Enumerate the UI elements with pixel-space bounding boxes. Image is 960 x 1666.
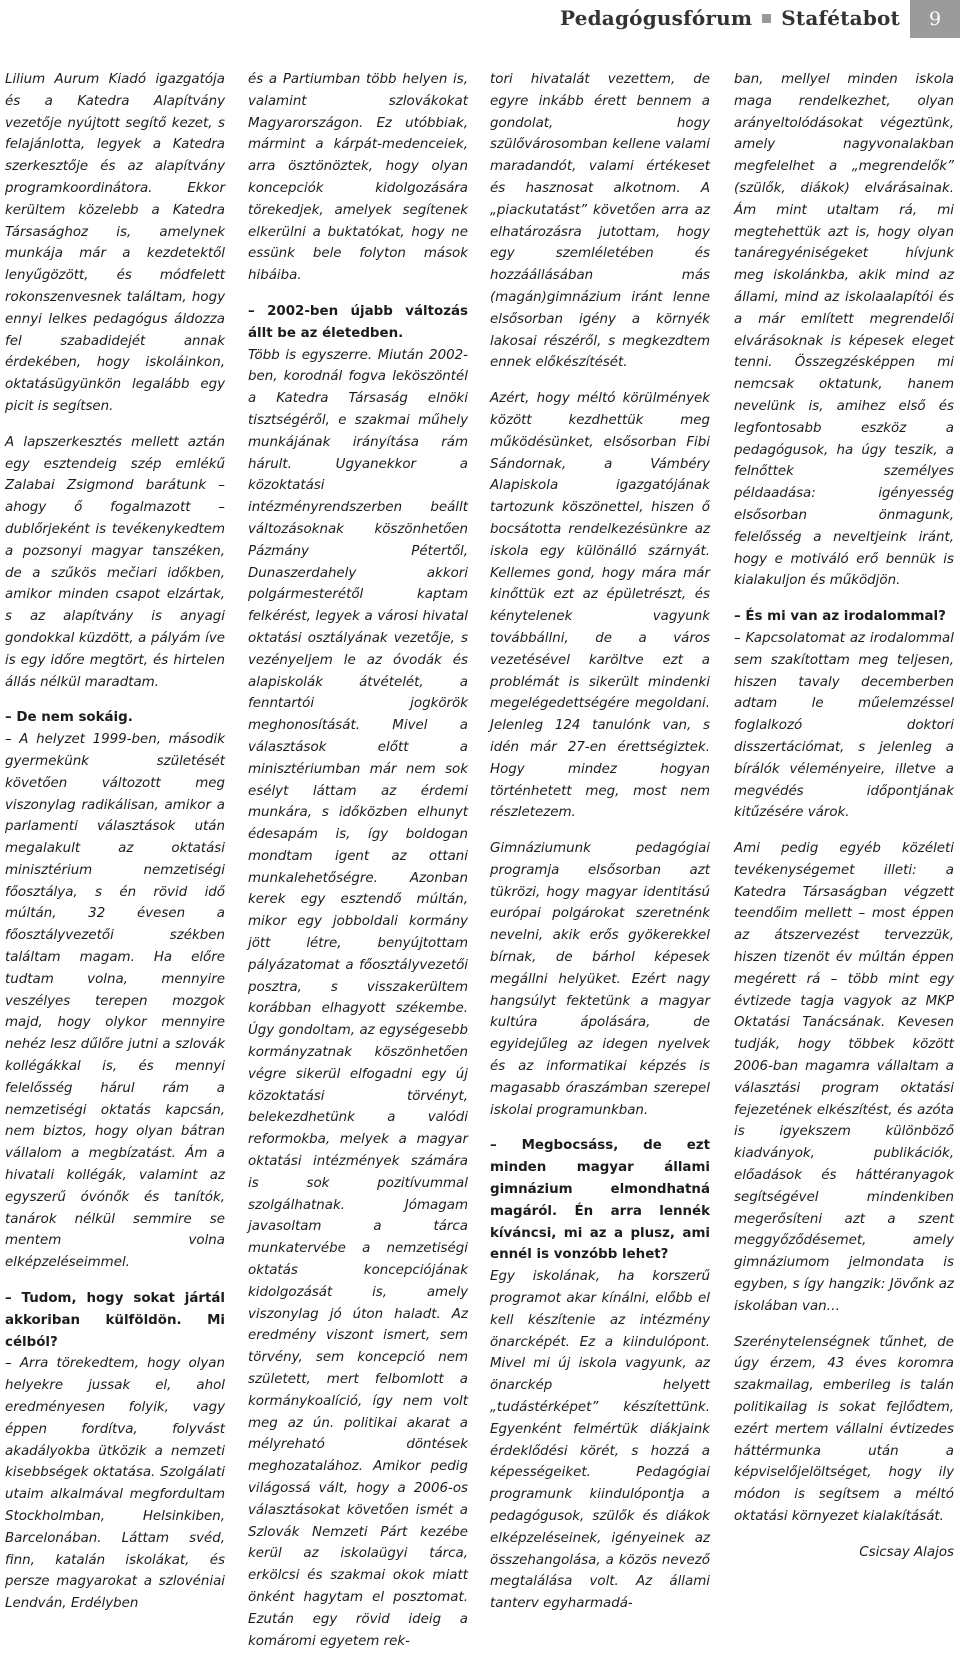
interview-question: – De nem sokáig. bbox=[5, 710, 133, 726]
text-column-2 bbox=[248, 69, 468, 1666]
section-title: Pedagógusfórum bbox=[560, 6, 753, 30]
page-number: 9 bbox=[910, 0, 960, 38]
body-paragraph: Több is egyszerre. Miután 2002-ben, korodnál fogva leköszöntél a Katedra Társaság elnöki tisztségéről, e szakmai műhely munkájának irányítása rám hárult. Ugyanekkor a közoktatási intézményrendszerben beállt változásoknak köszönhetően Pázmány Pétertől, Dunaszerdahely akkori polgármesterétől kaptam felkérést, legyek a városi hivatal oktatási osztályának vezetője, s vezényeljem le az óvodák és alapiskolák átvételét, a fenntartói jogkörök meghonosítását. Mivel a választások előtt a minisztériumban már nem sok esélyt láttam az érdemi munkára, s időközben elhunyt édesapám is, így boldogan mondtam igent az ottani munkalehetőségre. Azonban kerek egy esztendő múltán, mikor egy jobboldali kormány jött létre, benyújtottam pályázatomat a főosztályvezetői posztra, s visszakerültem korábban elhagyott székembe. Úgy gondoltam, az egységesebb kormányzatnak köszönhetően végre sikerül elfogadni egy új közoktatási törvényt, belekezdhetünk a valódi reformokba, melyek a magyar oktatási intézmények számára is sok pozitívummal szolgálhatnak. Jómagam javasoltam a tárca munkatervébe a nemzetiségi oktatás koncepciójának kidolgozását is, amely viszonylag jó úton haladt. Az eredmény viszont ismert, sem törvény, sem koncepció nem született, mert felbomlott a kormánykoalíció, így nem volt meg az ún. politikai akarat a mélyreható döntések meghozatalához. Amikor pedig világossá vált, hogy a 2006-os választásokat követően ismét a Szlovák Nemzeti Párt kezébe kerül az iskolaügyi tárca, erkölcsi és szakmai okok miatt önként hagytam el posztomat. Ezután egy rövid ideig a komáromi egyetem rek- bbox=[248, 347, 468, 1649]
interview-question: – És mi van az irodalommal? bbox=[734, 609, 946, 625]
running-head bbox=[560, 6, 900, 30]
interview-question: – 2002-ben újabb változás állt be az életedben. bbox=[248, 303, 468, 341]
body-paragraph: – Arra törekedtem, hogy olyan helyekre jussak el, ahol eredményesen folyik, vagy éppen fordítva, folyvást akadályokba ütközik a nemzeti kisebbségek oktatása. Szolgálati utaim alkalmával megfordultam Stockholmban, Helsinkiben, Barcelonában. Láttam svéd, finn, katalán iskolákat, és persze magyarokat a szlovéniai Lendván, Erdélyben bbox=[5, 1356, 225, 1612]
body-paragraph: Lilium Aurum Kiadó igazgatója és a Katedra Alapítvány vezetője nyújtott segítő kezet, s felajánlotta, legyek a Katedra szerkesztője és az alapítvány programkoordinátora. Ekkor kerültem közelebb a Katedra Társasághoz is, amelynek munkája már a kezdetektől lenyűgözött, és módfelett rokonszenvesnek találtam, hogy ennyi lelkes pedagógus áldozza fel szabadidejét annak érdekében, hogy iskoláinkon, oktatásügyünkön legalább egy picit is segítsen. bbox=[5, 72, 225, 414]
square-bullet-icon bbox=[762, 14, 771, 23]
body-paragraph: A lapszerkesztés mellett aztán egy esztendeig szép emlékű Zalabai Zsigmond barátunk – ahogy ő fogalmazott – dublőrjeként is tevékenykedtem a pozsonyi magyar tanszéken, de a szűkös mečiari időkben, amikor minden csapot elzártak, s az alapítvány is anyagi gondokkal küzdött, a pályám íve is egy időre megtört, és hirtelen állás nélkül maradtam. bbox=[5, 434, 225, 690]
body-paragraph: Ami pedig egyéb közéleti tevékenységemet illeti: a Katedra Társaságban végzett teendőim mellett – most éppen az átszervezést tervezzük, hiszen tizenöt év múltán éppen megérett rá – több mint egy évtizede tagja vagyok az MKP Oktatási Tanácsának. Kevesen tudják, hogy többek között 2006-ban magamra vállaltam a választási program oktatási fejezetének elkészítést, és azóta is igyekszem különböző kiadványok, publikációk, előadások és háttéranyagok segítségével mindenkiben megerősíteni azt a szent meggyőződésemet, amely gimnáziumom jelmondata is egyben, s így hangzik: Jövőnk az iskolában van… bbox=[734, 841, 954, 1314]
interview-question: – Megbocsáss, de ezt minden magyar állami gimnázium elmondhatná magáról. Én arra lennék kíváncsi, mi az a plusz, ami ennél is vonzóbb lehet? bbox=[490, 1138, 710, 1263]
text-column-4 bbox=[734, 69, 954, 1578]
subsection-title: Stafétabot bbox=[781, 6, 900, 30]
body-paragraph: Szerénytelenségnek tűnhet, de úgy érzem, 43 éves koromra szakmailag, emberileg is talán politikailag is sokat fejlődtem, ezért mertem vállalni évtizedes háttérmunka után a képviselőjelöltséget, hogy ily módon is segítsem a méltó oktatási környezet kialakítását. bbox=[734, 1334, 954, 1524]
body-paragraph: Gimnáziumunk pedagógiai programja elsősorban azt tükrözi, hogy magyar identitású európai polgárokat szeretnénk nevelni, akik erős gyökerekkel bírnak, de bárhol képesek megállni helyüket. Ezért nagy hangsúlyt fektetünk a magyar kultúra ápolására, de egyidejűleg az idegen nyelvek és az informatikai képzés is magasabb óraszámban szerepel iskolai programunkban. bbox=[490, 841, 710, 1118]
body-paragraph: és a Partiumban több helyen is, valamint szlovákokat Magyarországon. Ez utóbbiak, mármint a kárpát-medenceiek, arra ösztönöztek, hogy olyan koncepciók kidolgozására törekedjek, amelyek segítenek elkerülni a buktatókat, hogy ne essünk bele folyton mások hibáiba. bbox=[248, 72, 468, 284]
author-signature: Csicsay Alajos bbox=[859, 1544, 954, 1560]
text-column-3 bbox=[490, 69, 710, 1629]
body-paragraph: – A helyzet 1999-ben, második gyermekünk születését követően változott meg viszonylag radikálisan, amikor a parlamenti választások után megalakult az oktatási minisztérium nemzetiségi főosztálya, s én rövid idő múltán, 32 évesen a főosztályvezetői székben találtam magam. Ha előre tudtam volna, mennyire veszélyes terepen mozgok majd, hogy olykor mennyire nehéz lesz dűlőre jutni a szlovák kollégákkal is, és mennyi felelősség hárul rám a nemzetiségi oktatás kapcsán, nem biztos, hogy olyan bátran vállalom a megbízatást. Ám a hivatali kollégák, valamint az egyszerű óvónők és tanítók, tanárok nélkül semmire se mentem volna elképzeléseimmel. bbox=[5, 732, 225, 1271]
interview-question: – Tudom, hogy sokat jártál akkoriban külföldön. Mi célból? bbox=[5, 1291, 225, 1350]
body-paragraph: tori hivatalát vezettem, de egyre inkább érett bennem a gondolat, hogy szülővárosomban kellene valami maradandót, valami értékeset és hasznosat alkotnom. A „piackutatást” követően arra az elhatározásra jutottam, hogy egy szemléletében és hozzáállásában más (magán)gimnázium iránt lenne elsősorban igény a környék lakosai részéről, s megkezdtem ennek előkészítését. bbox=[490, 72, 710, 371]
text-column-1 bbox=[5, 69, 225, 1629]
body-paragraph: – Kapcsolatomat az irodalommal sem szakítottam meg teljesen, hiszen tavaly decemberben adtam le műelemzéssel foglalkozó doktori disszertációmat, s jelenleg a bírálók véleményeire, illetve a megvédés időpontjának kitűzésére várok. bbox=[734, 630, 954, 821]
body-paragraph: Azért, hogy méltó körülmények között kezdhettük meg működésünket, elsősorban Fibi Sándornak, a Vámbéry Alapiskola igazgatójának tartozunk köszönettel, hiszen ő bocsátotta rendelkezésünkre az iskola egy különálló szárnyát. Kellemes gond, hogy mára már kinőttük ezt az épületrészt, és kénytelenek vagyunk továbbállni, de a város vezetésével karöltve ezt a problémát is sikerült mindenki megelégedettségére megoldani. Jelenleg 124 tanulónk van, s idén már 27-en érettségiztek. Hogy mindez hogyan történhetett meg, most nem részletezem. bbox=[490, 391, 710, 821]
body-paragraph: ban, mellyel minden iskola maga rendelkezhet, olyan arányeltolódásokat végeztünk, amely nagyvonalakban megfelelhet a „megrendelők” (szülők, diákok) elvárásainak. Ám mint utaltam rá, mi megtehettük azt is, hogy olyan tanáregyéniségeket hívjunk meg iskolánkba, akik mind az állami, mind az iskolaalapítói és a már említett megrendelői elvárásoknak is képesek eleget tenni. Összegzésképpen mi nemcsak oktatunk, hanem nevelünk is, amihez első és legfontosabb eszköz a pedagógusok, ha úgy teszik, a felnőttek személyes példaadása: igényesség elsősorban önmagunk, felelősség a neveltjeink iránt, hogy e motiváló erő bennük is kialakuljon és működjön. bbox=[734, 72, 954, 589]
body-paragraph: Egy iskolának, ha korszerű programot akar kínálni, előbb el kell készítenie az intézmény önarcképét. Ez a kiindulópont. Mivel mi új iskola vagyunk, az önarckép helyett „tudástérképet” készítettünk. Egyenként felmértük diákjaink érdeklődési körét, s hozzá a képességeiket. Pedagógiai programunk kiindulópontja a pedagógusok, szülők és diákok elképzeléseinek, igényeinek az összehangolása, a közös nevező megtalálása volt. Az állami tanterv egyharmadá- bbox=[490, 1269, 710, 1612]
page-header bbox=[0, 0, 960, 38]
